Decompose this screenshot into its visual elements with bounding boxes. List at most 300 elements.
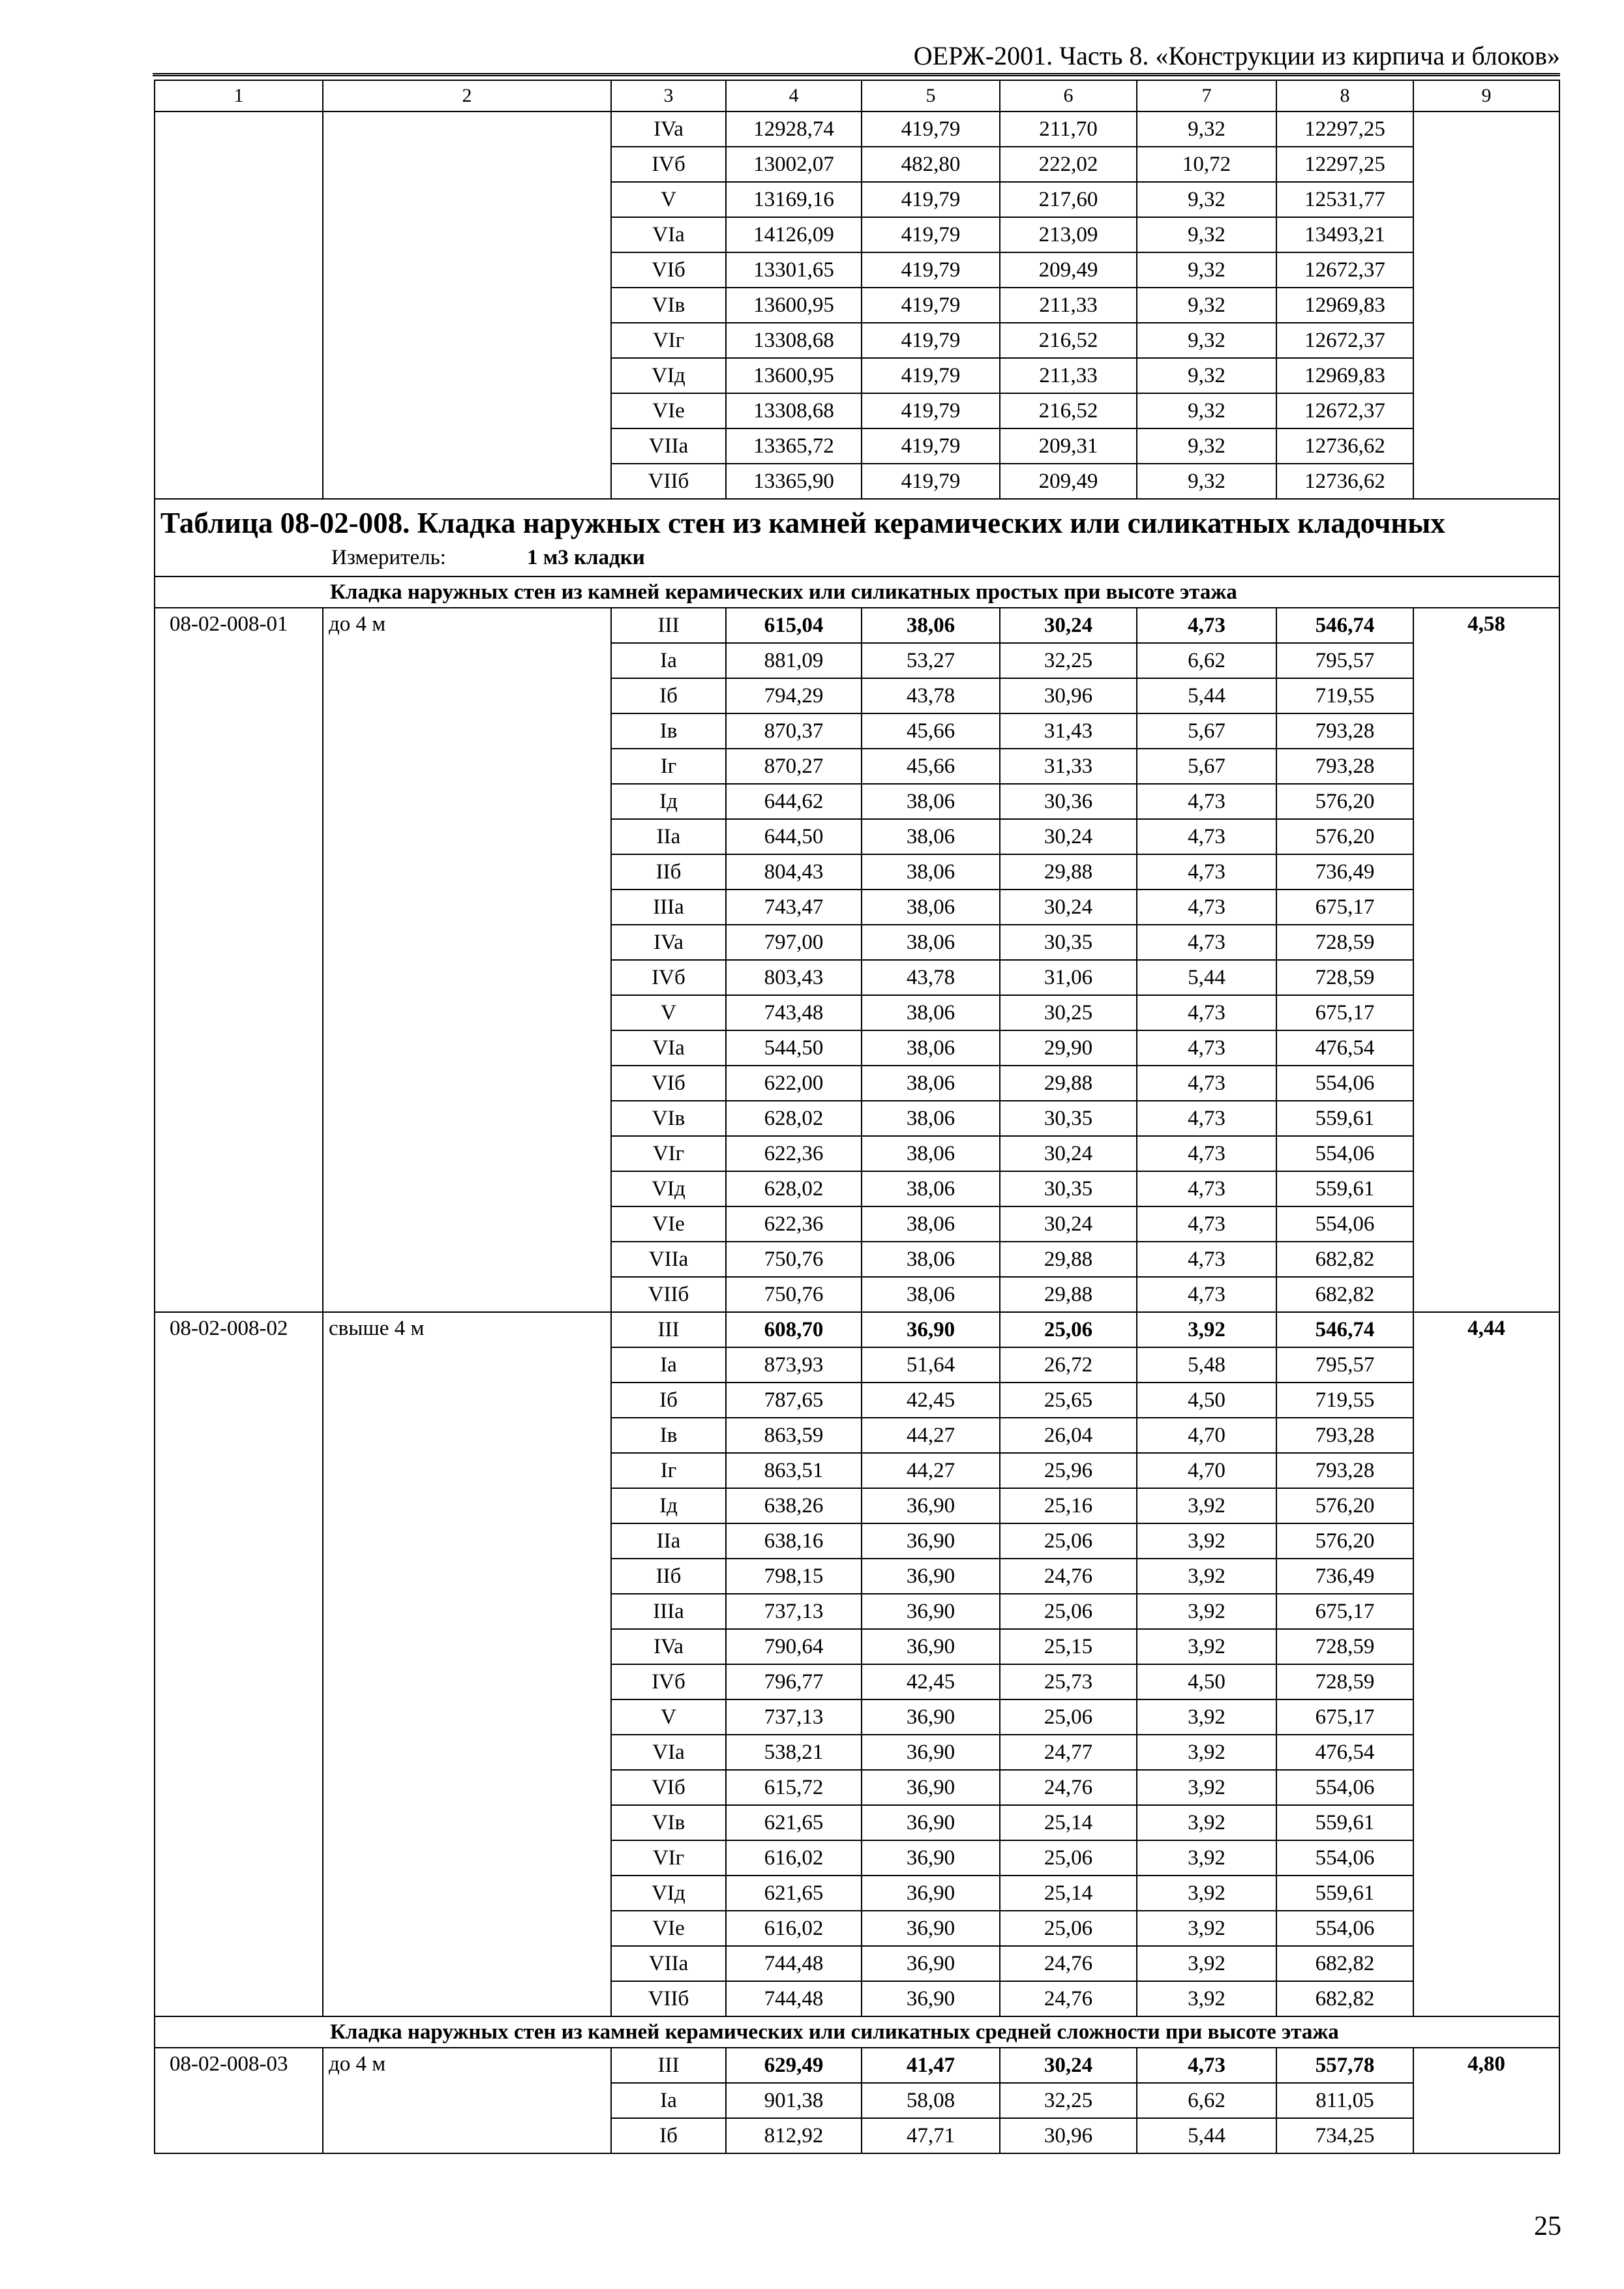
value-cell: 419,79 <box>862 112 1000 147</box>
value-cell: 790,64 <box>726 1629 862 1664</box>
value-cell: 36,90 <box>862 1312 1000 1347</box>
value-cell: 743,47 <box>726 890 862 925</box>
value-cell: 644,50 <box>726 819 862 854</box>
value-cell: 30,36 <box>1000 784 1137 819</box>
column-number: 1 <box>155 80 323 112</box>
section-heading: Кладка наружных стен из камней керамических или силикатных простых при высоте этажа <box>155 576 1559 608</box>
value-cell: 863,59 <box>726 1418 862 1453</box>
zone-cell: III <box>611 608 726 643</box>
zone-cell: VIIa <box>611 1946 726 1981</box>
value-cell: 3,92 <box>1137 1805 1276 1840</box>
value-cell: 45,66 <box>862 713 1000 749</box>
zone-cell: Iб <box>611 1383 726 1418</box>
code-cell <box>155 428 323 464</box>
page-number: 25 <box>1534 2211 1561 2241</box>
value-cell: 26,04 <box>1000 1418 1137 1453</box>
value-cell: 559,61 <box>1276 1171 1413 1206</box>
value-cell: 5,48 <box>1137 1347 1276 1383</box>
value-cell: 544,50 <box>726 1030 862 1066</box>
value-cell: 3,92 <box>1137 1911 1276 1946</box>
zone-cell: VIв <box>611 1805 726 1840</box>
value-cell: 9,32 <box>1137 428 1276 464</box>
value-cell: 43,78 <box>862 960 1000 995</box>
value-cell: 211,70 <box>1000 112 1137 147</box>
value-cell: 12672,37 <box>1276 393 1413 428</box>
value-cell: 30,96 <box>1000 678 1137 713</box>
value-cell: 25,16 <box>1000 1488 1137 1523</box>
ratio-cell <box>1413 288 1559 323</box>
value-cell: 32,25 <box>1000 643 1137 678</box>
code-cell <box>155 252 323 288</box>
zone-cell: IIIa <box>611 890 726 925</box>
value-cell: 4,73 <box>1137 784 1276 819</box>
zone-cell: III <box>611 1312 726 1347</box>
value-cell: 36,90 <box>862 1805 1000 1840</box>
zone-cell: Iб <box>611 678 726 713</box>
name-cell <box>323 217 611 252</box>
value-cell: 554,06 <box>1276 1136 1413 1171</box>
value-cell: 29,88 <box>1000 1066 1137 1101</box>
value-cell: 9,32 <box>1137 464 1276 499</box>
table-row <box>155 358 1559 393</box>
value-cell: 36,90 <box>862 1840 1000 1876</box>
value-cell: 554,06 <box>1276 1066 1413 1101</box>
value-cell: 557,78 <box>1276 2048 1413 2083</box>
value-cell: 44,27 <box>862 1418 1000 1453</box>
zone-cell: IVa <box>611 925 726 960</box>
code-cell <box>155 112 323 147</box>
value-cell: 4,73 <box>1137 854 1276 890</box>
value-cell: 576,20 <box>1276 784 1413 819</box>
value-cell: 628,02 <box>726 1101 862 1136</box>
value-cell: 38,06 <box>862 854 1000 890</box>
value-cell: 24,76 <box>1000 1770 1137 1805</box>
value-cell: 25,14 <box>1000 1876 1137 1911</box>
value-cell: 621,65 <box>726 1805 862 1840</box>
value-cell: 728,59 <box>1276 925 1413 960</box>
ratio-cell <box>1413 252 1559 288</box>
value-cell: 30,96 <box>1000 2118 1137 2153</box>
table-row <box>155 393 1559 428</box>
value-cell: 38,06 <box>862 925 1000 960</box>
zone-cell: IVб <box>611 1664 726 1699</box>
value-cell: 14126,09 <box>726 217 862 252</box>
value-cell: 638,16 <box>726 1523 862 1559</box>
table-row <box>155 182 1559 217</box>
value-cell: 12969,83 <box>1276 358 1413 393</box>
zone-cell: IIIa <box>611 1594 726 1629</box>
value-cell: 476,54 <box>1276 1030 1413 1066</box>
zone-cell: VIв <box>611 1101 726 1136</box>
value-cell: 812,92 <box>726 2118 862 2153</box>
zone-cell: Iд <box>611 784 726 819</box>
value-cell: 45,66 <box>862 749 1000 784</box>
value-cell: 4,70 <box>1137 1418 1276 1453</box>
value-cell: 42,45 <box>862 1383 1000 1418</box>
ratio-cell <box>1413 323 1559 358</box>
value-cell: 43,78 <box>862 678 1000 713</box>
zone-cell: VIIб <box>611 1277 726 1312</box>
value-cell: 576,20 <box>1276 1523 1413 1559</box>
value-cell: 4,50 <box>1137 1383 1276 1418</box>
value-cell: 873,93 <box>726 1347 862 1383</box>
code-cell <box>155 358 323 393</box>
ratio-cell <box>1413 428 1559 464</box>
zone-cell: VIд <box>611 1876 726 1911</box>
code-cell <box>155 288 323 323</box>
value-cell: 4,73 <box>1137 1242 1276 1277</box>
value-cell: 3,92 <box>1137 1523 1276 1559</box>
value-cell: 12736,62 <box>1276 428 1413 464</box>
zone-cell: VIг <box>611 1136 726 1171</box>
value-cell: 795,57 <box>1276 1347 1413 1383</box>
zone-cell: VIIa <box>611 1242 726 1277</box>
value-cell: 5,67 <box>1137 749 1276 784</box>
value-cell: 6,62 <box>1137 2083 1276 2118</box>
value-cell: 38,06 <box>862 608 1000 643</box>
value-cell: 546,74 <box>1276 1312 1413 1347</box>
value-cell: 743,48 <box>726 995 862 1030</box>
value-cell: 31,43 <box>1000 713 1137 749</box>
value-cell: 36,90 <box>862 1770 1000 1805</box>
value-cell: 222,02 <box>1000 147 1137 182</box>
value-cell: 12672,37 <box>1276 323 1413 358</box>
value-cell: 58,08 <box>862 2083 1000 2118</box>
value-cell: 870,37 <box>726 713 862 749</box>
table-row <box>155 2048 1559 2083</box>
value-cell: 12297,25 <box>1276 147 1413 182</box>
value-cell: 13308,68 <box>726 393 862 428</box>
value-cell: 737,13 <box>726 1594 862 1629</box>
value-cell: 36,90 <box>862 1559 1000 1594</box>
value-cell: 24,76 <box>1000 1981 1137 2016</box>
value-cell: 38,06 <box>862 784 1000 819</box>
ratio-cell: 4,44 <box>1413 1312 1559 2016</box>
value-cell: 211,33 <box>1000 358 1137 393</box>
zone-cell: V <box>611 182 726 217</box>
value-cell: 12928,74 <box>726 112 862 147</box>
ratio-cell <box>1413 393 1559 428</box>
ratio-cell <box>1413 182 1559 217</box>
value-cell: 13493,21 <box>1276 217 1413 252</box>
value-cell: 25,06 <box>1000 1312 1137 1347</box>
value-cell: 13002,07 <box>726 147 862 182</box>
zone-cell: IVб <box>611 960 726 995</box>
page-header: ОЕРЖ-2001. Часть 8. «Конструкции из кирпича и блоков» <box>913 41 1560 70</box>
value-cell: 554,06 <box>1276 1911 1413 1946</box>
value-cell: 629,49 <box>726 2048 862 2083</box>
zone-cell: VIe <box>611 1911 726 1946</box>
value-cell: 38,06 <box>862 1206 1000 1242</box>
column-number: 2 <box>323 80 611 112</box>
value-cell: 628,02 <box>726 1171 862 1206</box>
value-cell: 3,92 <box>1137 1594 1276 1629</box>
value-cell: 30,35 <box>1000 925 1137 960</box>
value-cell: 675,17 <box>1276 1594 1413 1629</box>
zone-cell: IIa <box>611 1523 726 1559</box>
value-cell: 38,06 <box>862 1136 1000 1171</box>
item-code: 08-02-008-02 <box>155 1312 323 2016</box>
value-cell: 419,79 <box>862 288 1000 323</box>
value-cell: 644,62 <box>726 784 862 819</box>
value-cell: 9,32 <box>1137 393 1276 428</box>
zone-cell: Ia <box>611 2083 726 2118</box>
column-number: 7 <box>1137 80 1276 112</box>
value-cell: 4,73 <box>1137 1101 1276 1136</box>
code-cell <box>155 147 323 182</box>
value-cell: 3,92 <box>1137 1946 1276 1981</box>
table-row <box>155 608 1559 643</box>
zone-cell: VIб <box>611 1066 726 1101</box>
value-cell: 31,33 <box>1000 749 1137 784</box>
value-cell: 576,20 <box>1276 1488 1413 1523</box>
value-cell: 615,72 <box>726 1770 862 1805</box>
value-cell: 803,43 <box>726 960 862 995</box>
value-cell: 419,79 <box>862 217 1000 252</box>
zone-cell: Ia <box>611 643 726 678</box>
value-cell: 615,04 <box>726 608 862 643</box>
table-row <box>155 147 1559 182</box>
code-cell <box>155 217 323 252</box>
value-cell: 576,20 <box>1276 819 1413 854</box>
rates-table <box>154 80 1560 2154</box>
value-cell: 4,73 <box>1137 925 1276 960</box>
column-number: 6 <box>1000 80 1137 112</box>
value-cell: 38,06 <box>862 1030 1000 1066</box>
value-cell: 554,06 <box>1276 1840 1413 1876</box>
value-cell: 30,24 <box>1000 2048 1137 2083</box>
value-cell: 622,00 <box>726 1066 862 1101</box>
measure-value: 1 м3 кладки <box>527 546 645 570</box>
value-cell: 538,21 <box>726 1735 862 1770</box>
table-title-cell <box>155 499 1559 576</box>
zone-cell: IVa <box>611 112 726 147</box>
value-cell: 794,29 <box>726 678 862 713</box>
name-cell <box>323 112 611 147</box>
value-cell: 682,82 <box>1276 1946 1413 1981</box>
value-cell: 750,76 <box>726 1242 862 1277</box>
value-cell: 9,32 <box>1137 252 1276 288</box>
value-cell: 209,49 <box>1000 464 1137 499</box>
value-cell: 44,27 <box>862 1453 1000 1488</box>
value-cell: 25,06 <box>1000 1594 1137 1629</box>
value-cell: 419,79 <box>862 252 1000 288</box>
value-cell: 25,06 <box>1000 1911 1137 1946</box>
value-cell: 554,06 <box>1276 1770 1413 1805</box>
value-cell: 209,31 <box>1000 428 1137 464</box>
table-row <box>155 464 1559 499</box>
zone-cell: VIIa <box>611 428 726 464</box>
value-cell: 3,92 <box>1137 1840 1276 1876</box>
value-cell: 793,28 <box>1276 713 1413 749</box>
value-cell: 32,25 <box>1000 2083 1137 2118</box>
value-cell: 616,02 <box>726 1840 862 1876</box>
value-cell: 13365,72 <box>726 428 862 464</box>
value-cell: 30,24 <box>1000 1136 1137 1171</box>
value-cell: 30,24 <box>1000 608 1137 643</box>
value-cell: 3,92 <box>1137 1981 1276 2016</box>
value-cell: 36,90 <box>862 1488 1000 1523</box>
code-cell <box>155 464 323 499</box>
zone-cell: VIa <box>611 1030 726 1066</box>
table-row <box>155 217 1559 252</box>
value-cell: 559,61 <box>1276 1101 1413 1136</box>
value-cell: 4,73 <box>1137 1277 1276 1312</box>
value-cell: 4,73 <box>1137 2048 1276 2083</box>
name-cell <box>323 182 611 217</box>
value-cell: 30,24 <box>1000 819 1137 854</box>
value-cell: 546,74 <box>1276 608 1413 643</box>
value-cell: 419,79 <box>862 182 1000 217</box>
value-cell: 38,06 <box>862 890 1000 925</box>
code-cell <box>155 323 323 358</box>
table-row <box>155 428 1559 464</box>
value-cell: 4,50 <box>1137 1664 1276 1699</box>
code-cell <box>155 393 323 428</box>
value-cell: 482,80 <box>862 147 1000 182</box>
value-cell: 10,72 <box>1137 147 1276 182</box>
ratio-cell <box>1413 217 1559 252</box>
value-cell: 47,71 <box>862 2118 1000 2153</box>
zone-cell: VIe <box>611 393 726 428</box>
value-cell: 53,27 <box>862 643 1000 678</box>
column-number: 3 <box>611 80 726 112</box>
value-cell: 719,55 <box>1276 1383 1413 1418</box>
value-cell: 216,52 <box>1000 323 1137 358</box>
value-cell: 13308,68 <box>726 323 862 358</box>
zone-cell: VIд <box>611 1171 726 1206</box>
value-cell: 213,09 <box>1000 217 1137 252</box>
value-cell: 675,17 <box>1276 1699 1413 1735</box>
value-cell: 419,79 <box>862 428 1000 464</box>
value-cell: 30,35 <box>1000 1101 1137 1136</box>
value-cell: 5,67 <box>1137 713 1276 749</box>
value-cell: 25,06 <box>1000 1840 1137 1876</box>
value-cell: 30,35 <box>1000 1171 1137 1206</box>
column-number-row <box>155 80 1559 112</box>
zone-cell: Iб <box>611 2118 726 2153</box>
table-row <box>155 288 1559 323</box>
value-cell: 3,92 <box>1137 1735 1276 1770</box>
value-cell: 9,32 <box>1137 182 1276 217</box>
value-cell: 419,79 <box>862 358 1000 393</box>
zone-cell: Iг <box>611 1453 726 1488</box>
value-cell: 554,06 <box>1276 1206 1413 1242</box>
name-cell <box>323 323 611 358</box>
value-cell: 870,27 <box>726 749 862 784</box>
value-cell: 622,36 <box>726 1136 862 1171</box>
value-cell: 216,52 <box>1000 393 1137 428</box>
value-cell: 419,79 <box>862 393 1000 428</box>
value-cell: 559,61 <box>1276 1805 1413 1840</box>
value-cell: 793,28 <box>1276 1453 1413 1488</box>
name-cell <box>323 358 611 393</box>
value-cell: 750,76 <box>726 1277 862 1312</box>
value-cell: 638,26 <box>726 1488 862 1523</box>
zone-cell: Ia <box>611 1347 726 1383</box>
value-cell: 29,88 <box>1000 854 1137 890</box>
column-number: 8 <box>1276 80 1413 112</box>
value-cell: 36,90 <box>862 1699 1000 1735</box>
zone-cell: VIIб <box>611 464 726 499</box>
value-cell: 36,90 <box>862 1876 1000 1911</box>
value-cell: 3,92 <box>1137 1312 1276 1347</box>
zone-cell: III <box>611 2048 726 2083</box>
value-cell: 793,28 <box>1276 749 1413 784</box>
value-cell: 31,06 <box>1000 960 1137 995</box>
value-cell: 797,00 <box>726 925 862 960</box>
value-cell: 728,59 <box>1276 1629 1413 1664</box>
section-heading-row <box>155 2016 1559 2048</box>
table-row <box>155 252 1559 288</box>
value-cell: 12297,25 <box>1276 112 1413 147</box>
ratio-cell <box>1413 358 1559 393</box>
value-cell: 25,06 <box>1000 1699 1137 1735</box>
value-cell: 4,73 <box>1137 1030 1276 1066</box>
value-cell: 682,82 <box>1276 1242 1413 1277</box>
value-cell: 682,82 <box>1276 1981 1413 2016</box>
ratio-cell <box>1413 147 1559 182</box>
value-cell: 25,96 <box>1000 1453 1137 1488</box>
name-cell <box>323 428 611 464</box>
value-cell: 36,90 <box>862 1946 1000 1981</box>
value-cell: 4,73 <box>1137 995 1276 1030</box>
zone-cell: VIб <box>611 252 726 288</box>
value-cell: 38,06 <box>862 1242 1000 1277</box>
value-cell: 30,24 <box>1000 1206 1137 1242</box>
value-cell: 42,45 <box>862 1664 1000 1699</box>
value-cell: 36,90 <box>862 1981 1000 2016</box>
value-cell: 36,90 <box>862 1594 1000 1629</box>
value-cell: 5,44 <box>1137 678 1276 713</box>
value-cell: 25,15 <box>1000 1629 1137 1664</box>
value-cell: 737,13 <box>726 1699 862 1735</box>
value-cell: 12969,83 <box>1276 288 1413 323</box>
name-cell <box>323 288 611 323</box>
value-cell: 25,73 <box>1000 1664 1137 1699</box>
value-cell: 6,62 <box>1137 643 1276 678</box>
zone-cell: IVa <box>611 1629 726 1664</box>
value-cell: 217,60 <box>1000 182 1137 217</box>
value-cell: 3,92 <box>1137 1488 1276 1523</box>
value-cell: 863,51 <box>726 1453 862 1488</box>
zone-cell: VIг <box>611 1840 726 1876</box>
value-cell: 13301,65 <box>726 252 862 288</box>
measure-label: Измеритель: <box>331 546 446 570</box>
value-cell: 4,73 <box>1137 819 1276 854</box>
value-cell: 25,06 <box>1000 1523 1137 1559</box>
value-cell: 9,32 <box>1137 288 1276 323</box>
value-cell: 744,48 <box>726 1946 862 1981</box>
value-cell: 13365,90 <box>726 464 862 499</box>
table-row <box>155 1312 1559 1347</box>
ratio-cell <box>1413 464 1559 499</box>
zone-cell: VIa <box>611 217 726 252</box>
value-cell: 9,32 <box>1137 217 1276 252</box>
value-cell: 36,90 <box>862 1629 1000 1664</box>
value-cell: 736,49 <box>1276 1559 1413 1594</box>
value-cell: 3,92 <box>1137 1699 1276 1735</box>
value-cell: 675,17 <box>1276 890 1413 925</box>
ratio-cell <box>1413 112 1559 147</box>
zone-cell: Iв <box>611 713 726 749</box>
table-title-row <box>155 499 1559 576</box>
value-cell: 29,90 <box>1000 1030 1137 1066</box>
value-cell: 30,25 <box>1000 995 1137 1030</box>
value-cell: 29,88 <box>1000 1242 1137 1277</box>
section-heading: Кладка наружных стен из камней керамических или силикатных средней сложности при высоте этажа <box>155 2016 1559 2048</box>
name-cell <box>323 393 611 428</box>
